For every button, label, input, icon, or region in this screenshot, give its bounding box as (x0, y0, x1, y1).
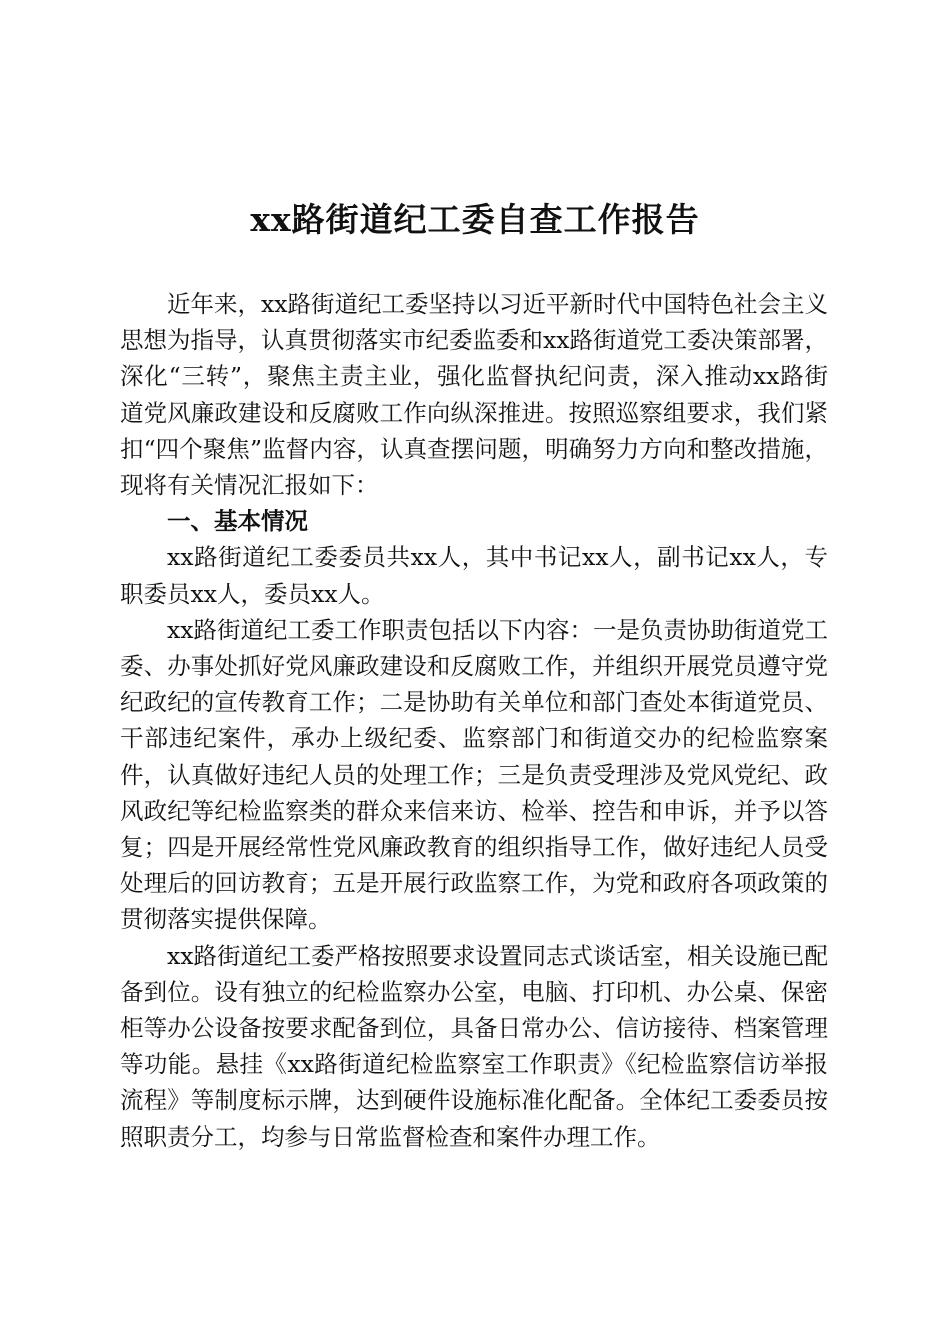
document-title: xx路街道纪工委自查工作报告 (250, 200, 700, 239)
paragraph-committee-members: xx路街道纪工委委员共xx人，其中书记xx人，副书记xx人，专职委员xx人，委员xx人。 (120, 543, 828, 608)
document-body (120, 286, 828, 1155)
intro-paragraph: 近年来，xx路街道纪工委坚持以习近平新时代中国特色社会主义思想为指导，认真贯彻落实市纪委监委和xx路街道党工委决策部署，深化“三转”，聚焦主责主业，强化监督执纪问责，深入推动xx路街道党风廉政建设和反腐败工作向纵深推进。按照巡察组要求，我们紧扣“四个聚焦”监督内容，认真查摆问题，明确努力方向和整改措施，现将有关情况汇报如下： (120, 290, 829, 500)
paragraph-facilities: xx路街道纪工委严格按照要求设置同志式谈话室，相关设施已配备到位。设有独立的纪检监察办公室，电脑、打印机、办公桌、保密柜等办公设备按要求配备到位，具备日常办公、信访接待、档案管理等功能。悬挂《xx路街道纪检监察室工作职责》《纪检监察信访举报流程》等制度标示牌，达到硬件设施标准化配备。全体纪工委委员按照职责分工，均参与日常监督检查和案件办理工作。 (120, 941, 829, 1151)
section-heading-basic-info: 一、基本情况 (167, 507, 308, 536)
paragraph-duties: xx路街道纪工委工作职责包括以下内容：一是负责协助街道党工委、办事处抓好党风廉政建设和反腐败工作，并组织开展党员遵守党纪政纪的宣传教育工作；二是协助有关单位和部门查处本街道党员、干部违纪案件，承办上级纪委、监察部门和街道交办的纪检监察案件，认真做好违纪人员的处理工作；三是负责受理涉及党风党纪、政风政纪等纪检监察类的群众来信来访、检举、控告和申诉，并予以答复；四是开展经常性党风廉政教育的组织指导工作，做好违纪人员受处理后的回访教育；五是开展行政监察工作，为党和政府各项政策的贯彻落实提供保障。 (120, 615, 829, 934)
